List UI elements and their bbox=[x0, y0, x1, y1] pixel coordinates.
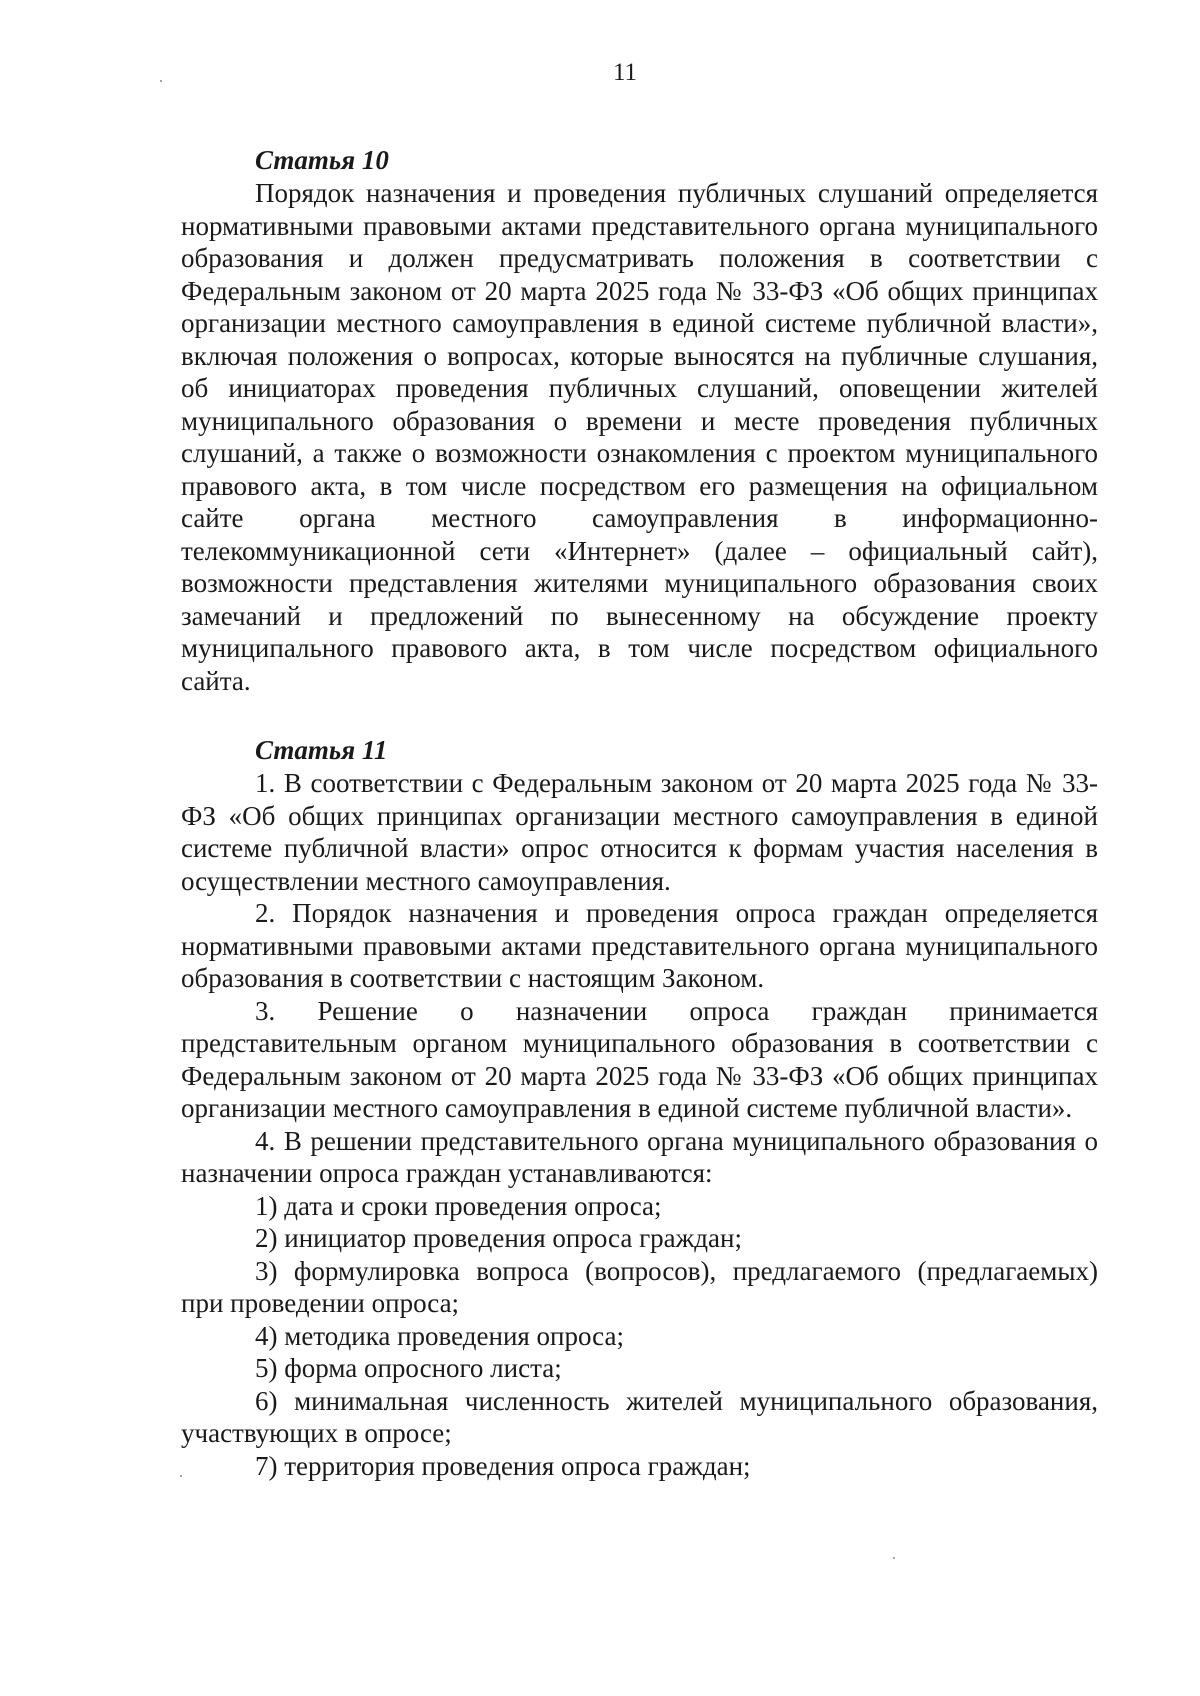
paragraph: 4. В решении представительного органа муниципального образования о назначении опроса граждан устанавливаются: bbox=[181, 1125, 1098, 1188]
list-item: 1) дата и сроки проведения опроса; bbox=[255, 1190, 662, 1221]
paragraph: 1. В соответствии с Федеральным законом от 20 марта 2025 года № 33-ФЗ «Об общих принципах организации местного самоуправления в единой системе публичной власти» опрос относится к формам участия населения в осуществлении местного самоуправления. bbox=[181, 768, 1098, 896]
document-body bbox=[181, 143, 1098, 1482]
paragraph: 3. Решение о назначении опроса граждан принимается представительным органом муниципального образования в соответствии с Федеральным законом от 20 марта 2025 года № 33-ФЗ «Об общих принципах организации местного самоуправления в единой системе публичной власти». bbox=[181, 995, 1098, 1123]
list-item: 4) методика проведения опроса; bbox=[255, 1320, 624, 1351]
page-number: 11 bbox=[612, 59, 638, 86]
paragraph: 2. Порядок назначения и проведения опроса граждан определяется нормативными правовыми актами представительного органа муниципального образования в соответствии с настоящим Законом. bbox=[181, 898, 1098, 993]
scan-speck bbox=[160, 80, 162, 82]
article-heading: Статья 11 bbox=[255, 735, 388, 765]
scan-speck bbox=[893, 1557, 895, 1559]
list-item: 2) инициатор проведения опроса граждан; bbox=[255, 1223, 742, 1253]
article-spacer bbox=[181, 697, 1098, 733]
article-10 bbox=[181, 143, 1098, 697]
paragraph: Порядок назначения и проведения публичных слушаний определяется нормативными правовыми актами представительного органа муниципального образования и должен предусматривать положения в соответствии с Федеральным законом от 20 марта 2025 года № 33-ФЗ «Об общих принципах организации местного самоуправления в единой системе публичной власти», включая положения о вопросах, которые выносятся на публичные слушания, об инициаторах проведения публичных слушаний, оповещении жителей муниципального образования о времени и месте проведения публичных слушаний, а также о возможности ознакомления с проектом муниципального правового акта, в том числе посредством его размещения на официальном сайте органа местного самоуправления в информационно-телекоммуникационной сети «Интернет» (далее – официальный сайт), возможности представления жителями муниципального образования своих замечаний и предложений по вынесенному на обсуждение проекту муниципального правового акта, в том числе посредством официального сайта. bbox=[181, 178, 1098, 696]
list-item: 7) территория проведения опроса граждан; bbox=[255, 1450, 751, 1481]
list-item: 6) минимальная численность жителей муниципального образования, участвующих в опросе; bbox=[181, 1385, 1098, 1448]
list-item: 3) формулировка вопроса (вопросов), предлагаемого (предлагаемых) при проведении опроса; bbox=[181, 1255, 1098, 1318]
article-heading: Статья 10 bbox=[255, 145, 389, 175]
list-item: 5) форма опросного листа; bbox=[255, 1353, 562, 1383]
article-11 bbox=[181, 733, 1098, 1482]
